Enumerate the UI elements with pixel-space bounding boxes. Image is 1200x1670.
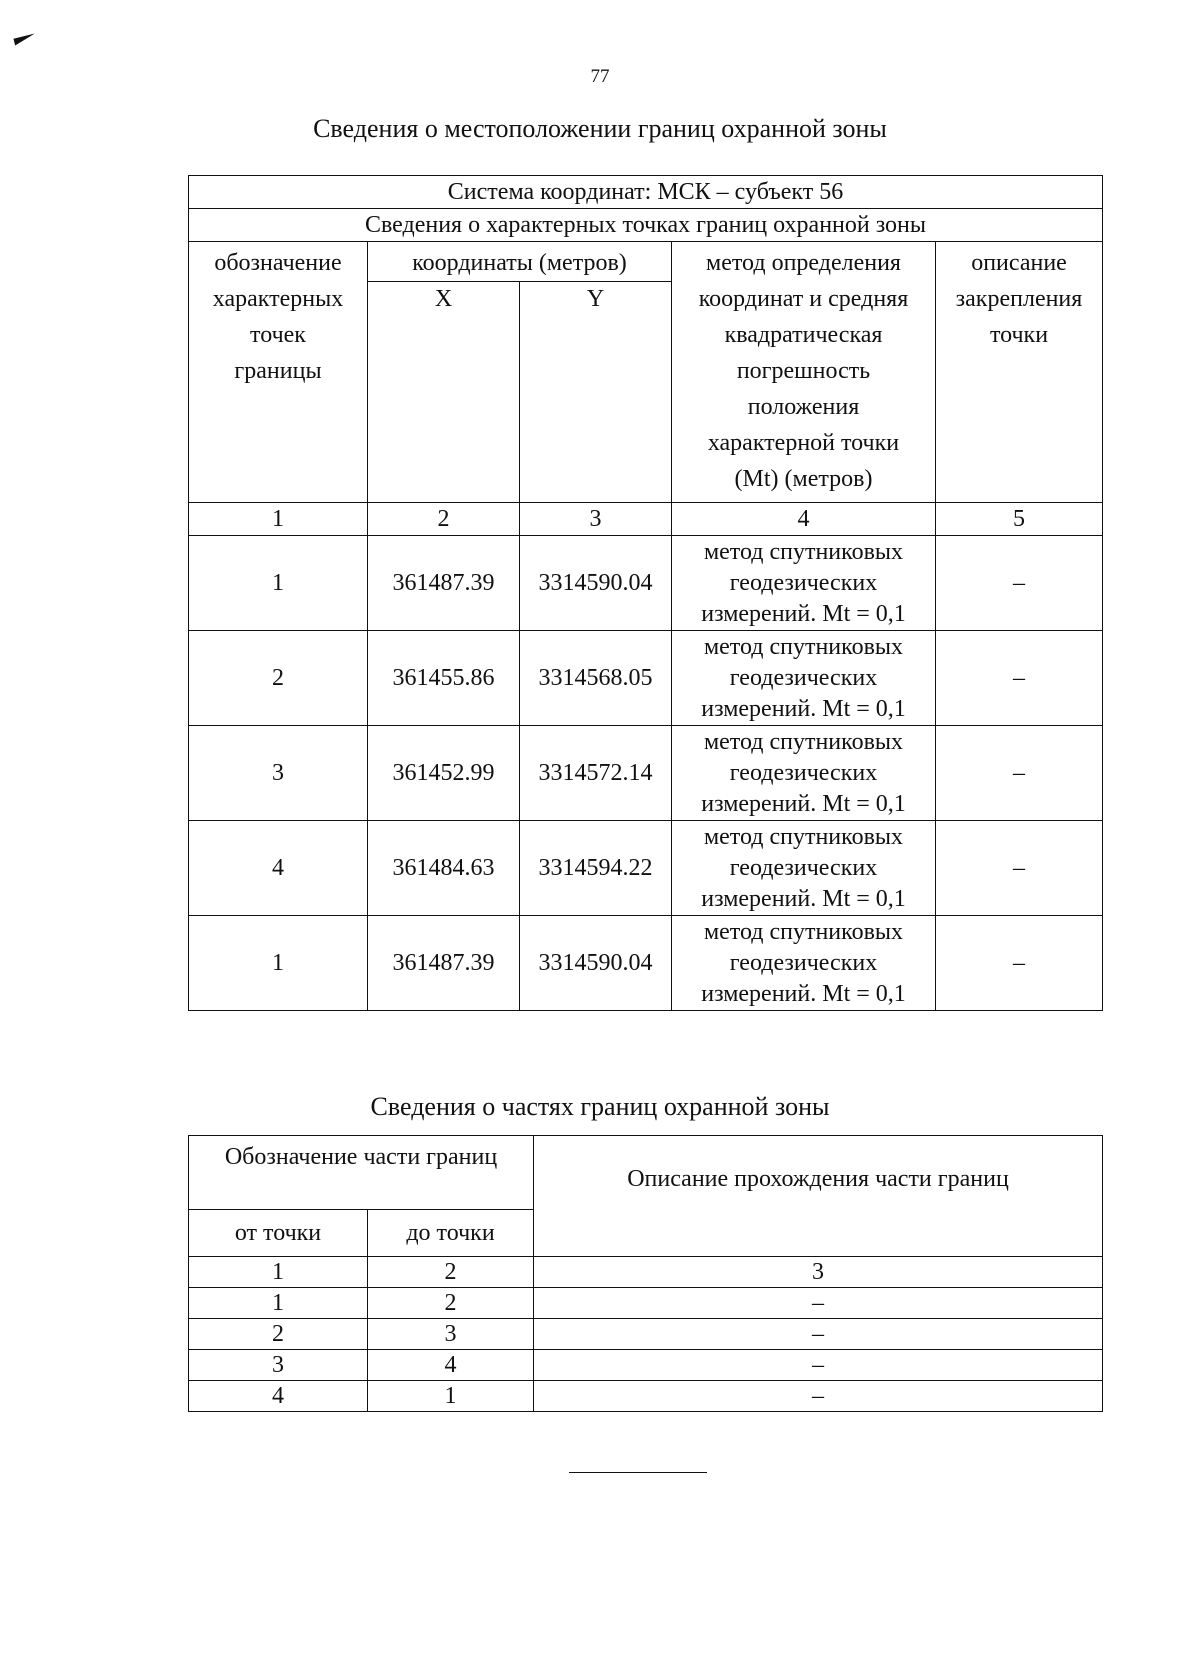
table-row: [189, 1319, 1103, 1350]
y-cell: 3314590.04: [520, 916, 672, 1011]
table-row: [189, 916, 1103, 1011]
table-row: [189, 821, 1103, 916]
description-cell: –: [936, 631, 1103, 726]
table-row: [189, 536, 1103, 631]
x-cell: 361455.86: [368, 631, 520, 726]
to-cell: 3: [368, 1319, 534, 1350]
point-cell: 1: [189, 916, 368, 1011]
method-cell: метод спутниковых геодезических измерений. Mt = 0,1: [672, 821, 936, 916]
table-row: [189, 631, 1103, 726]
part-description-cell: –: [534, 1319, 1103, 1350]
point-cell: 4: [189, 821, 368, 916]
part-description-cell: –: [534, 1288, 1103, 1319]
page-number: 77: [590, 66, 610, 87]
y-cell: 3314594.22: [520, 821, 672, 916]
description-cell: –: [936, 916, 1103, 1011]
part-description-cell: –: [534, 1381, 1103, 1412]
table-row: [189, 1381, 1103, 1412]
header-y: Y: [520, 282, 672, 503]
to-cell: 1: [368, 1381, 534, 1412]
x-cell: 361487.39: [368, 916, 520, 1011]
y-cell: 3314568.05: [520, 631, 672, 726]
point-cell: 1: [189, 536, 368, 631]
point-cell: 2: [189, 631, 368, 726]
x-cell: 361487.39: [368, 536, 520, 631]
header-part-description: Описание прохождения части границ: [534, 1136, 1103, 1257]
x-cell: 361484.63: [368, 821, 520, 916]
description-cell: –: [936, 821, 1103, 916]
description-cell: –: [936, 536, 1103, 631]
coordinate-system: Система координат: МСК – субъект 56: [189, 176, 1103, 209]
to-cell: 4: [368, 1350, 534, 1381]
point-cell: 3: [189, 726, 368, 821]
parts-title: Сведения о частях границ охранной зоны: [370, 1092, 830, 1121]
header-method: метод определения координат и средняя квадратическая погрешность положения характерной точки (Mt) (метров): [672, 242, 936, 503]
y-cell: 3314590.04: [520, 536, 672, 631]
table-row: [189, 1350, 1103, 1381]
header-from: от точки: [189, 1210, 368, 1257]
x-cell: 361452.99: [368, 726, 520, 821]
method-cell: метод спутниковых геодезических измерений. Mt = 0,1: [672, 536, 936, 631]
header-point-designation: обозначение характерных точек границы: [189, 242, 368, 503]
header-designation: Обозначение части границ: [189, 1136, 534, 1210]
header-description: описание закрепления точки: [936, 242, 1103, 503]
parts-table: [188, 1135, 1103, 1412]
header-x: X: [368, 282, 520, 503]
table-row: [189, 1288, 1103, 1319]
corner-mark-icon: [13, 33, 36, 45]
page-title: Сведения о местоположении границ охранной зоны: [313, 114, 887, 143]
column-numbers-row: 1 2 3: [189, 1257, 1103, 1288]
points-table: [188, 175, 1103, 1011]
method-cell: метод спутниковых геодезических измерений. Mt = 0,1: [672, 726, 936, 821]
to-cell: 2: [368, 1288, 534, 1319]
method-cell: метод спутниковых геодезических измерений. Mt = 0,1: [672, 631, 936, 726]
column-numbers-row: 1 2 3 4 5: [189, 503, 1103, 536]
header-coordinates: координаты (метров): [368, 242, 672, 282]
from-cell: 4: [189, 1381, 368, 1412]
from-cell: 1: [189, 1288, 368, 1319]
part-description-cell: –: [534, 1350, 1103, 1381]
description-cell: –: [936, 726, 1103, 821]
table-row: [189, 726, 1103, 821]
separator-line: [569, 1472, 707, 1473]
method-cell: метод спутниковых геодезических измерений. Mt = 0,1: [672, 916, 936, 1011]
y-cell: 3314572.14: [520, 726, 672, 821]
from-cell: 2: [189, 1319, 368, 1350]
from-cell: 3: [189, 1350, 368, 1381]
points-subtitle: Сведения о характерных точках границ охранной зоны: [189, 209, 1103, 242]
header-to: до точки: [368, 1210, 534, 1257]
